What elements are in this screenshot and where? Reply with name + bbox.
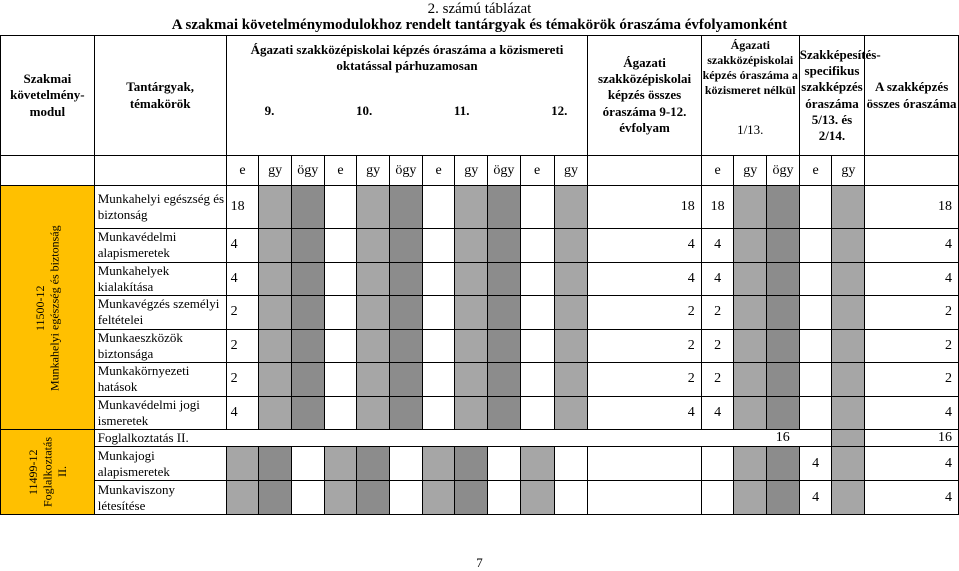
header-parallel: Ágazati szakközépiskolai képzés óraszáma a közismereti oktatással párhuzamosan 9. 10. 11. 12. [226,36,588,156]
value-sum: 2 [865,329,959,363]
table-row [1,229,959,263]
table-row [1,447,959,481]
value-e5: 16 [734,430,832,447]
value-e5: 4 [799,447,832,481]
value-total: 4 [588,229,701,263]
table-row [1,481,959,515]
value-total: 2 [588,296,701,330]
table-row [1,363,959,397]
module-name: Munkahelyi egészség és biztonság [47,224,62,391]
table-row [1,262,959,296]
header-specific: Szakképesítés-specifikus szakképzés óraszáma 5/13. és 2/14. [799,36,864,156]
table-row [1,396,959,430]
letter: e [422,156,455,186]
subject-label: Munkaviszony létesítése [94,481,226,515]
table-row [1,430,959,447]
value-sum: 4 [865,481,959,515]
value-9e: 2 [226,329,259,363]
subject-label: Munkakörnyezeti hatások [94,363,226,397]
value-9e: 18 [226,186,259,229]
letter: gy [832,156,865,186]
value-sum: 2 [865,296,959,330]
letter: gy [357,156,390,186]
module-cell-11499 [1,430,95,515]
subject-label: Munkaeszközök biztonsága [94,329,226,363]
module-code: 11500-12 [32,284,47,331]
table-row [1,329,959,363]
subject-label: Munkavédelmi alapismeretek [94,229,226,263]
table-row [1,296,959,330]
subject-label: Munkahelyi egészség és biztonság [94,186,226,229]
letter: e [799,156,832,186]
value-113e: 4 [701,396,734,430]
letter: e [701,156,734,186]
module-name: Foglalkoztatás II. [40,437,69,508]
header-subjects: Tantárgyak, témakörök [94,36,226,156]
grade-11: 11. [453,102,470,118]
value-total: 18 [588,186,701,229]
letter: ögy [291,156,324,186]
letter: ögy [488,156,521,186]
letter: ögy [767,156,800,186]
value-sum: 2 [865,363,959,397]
subject-label: Munkavédelmi jogi ismeretek [94,396,226,430]
value-113e: 4 [701,262,734,296]
page-number: 7 [476,555,483,570]
letter: gy [455,156,488,186]
header-sector-total: Ágazati szakközépiskolai képzés összes óraszáma 9-12. évfolyam [588,36,701,156]
letter: gy [259,156,292,186]
value-113e: 4 [701,229,734,263]
table-caption: 2. számú táblázat [427,1,532,17]
value-113e: 2 [701,296,734,330]
value-sum: 18 [865,186,959,229]
letter: ögy [390,156,423,186]
header-total: A szakképzés összes óraszáma [865,36,959,156]
letter: gy [734,156,767,186]
value-113e: 2 [701,329,734,363]
letter-row [1,156,959,186]
grade-10: 10. [356,102,373,118]
table-row [1,186,959,229]
value-total: 4 [588,396,701,430]
value-sum: 4 [865,447,959,481]
header-module: Szakmai követelmény-modul [1,36,95,156]
value-sum: 4 [865,396,959,430]
subject-label: Munkavégzés személyi feltételei [94,296,226,330]
value-sum: 4 [865,262,959,296]
value-total: 2 [588,329,701,363]
module-code: 11499-12 [25,449,40,495]
letter: e [226,156,259,186]
value-sum: 4 [865,229,959,263]
module-cell-11500 [1,186,95,430]
subject-label: Foglalkoztatás II. [94,430,734,447]
subject-label: Munkajogi alapismeretek [94,447,226,481]
value-9e: 4 [226,396,259,430]
header-without-general: Ágazati szakközépiskolai képzés óraszáma a közismeret nélkül 1/13. [701,36,799,156]
grade-labels [227,103,588,119]
value-total: 4 [588,262,701,296]
letter: e [520,156,554,186]
table-title: A szakmai követelménymodulokhoz rendelt tantárgyak és témakörök óraszáma évfolyamonként [171,17,788,33]
value-total: 2 [588,363,701,397]
year-1-13: 1/13. [737,122,764,137]
value-113e: 2 [701,363,734,397]
subject-label: Munkahelyek kialakítása [94,262,226,296]
hours-table [0,35,959,515]
value-e5: 4 [799,481,832,515]
value-9e: 2 [226,363,259,397]
value-9e: 4 [226,262,259,296]
letter: e [324,156,357,186]
value-sum: 16 [865,430,959,447]
value-9e: 2 [226,296,259,330]
value-113e: 18 [701,186,734,229]
letter: gy [554,156,588,186]
value-9e: 4 [226,229,259,263]
grade-12: 12. [551,102,568,118]
grade-9: 9. [264,102,275,118]
